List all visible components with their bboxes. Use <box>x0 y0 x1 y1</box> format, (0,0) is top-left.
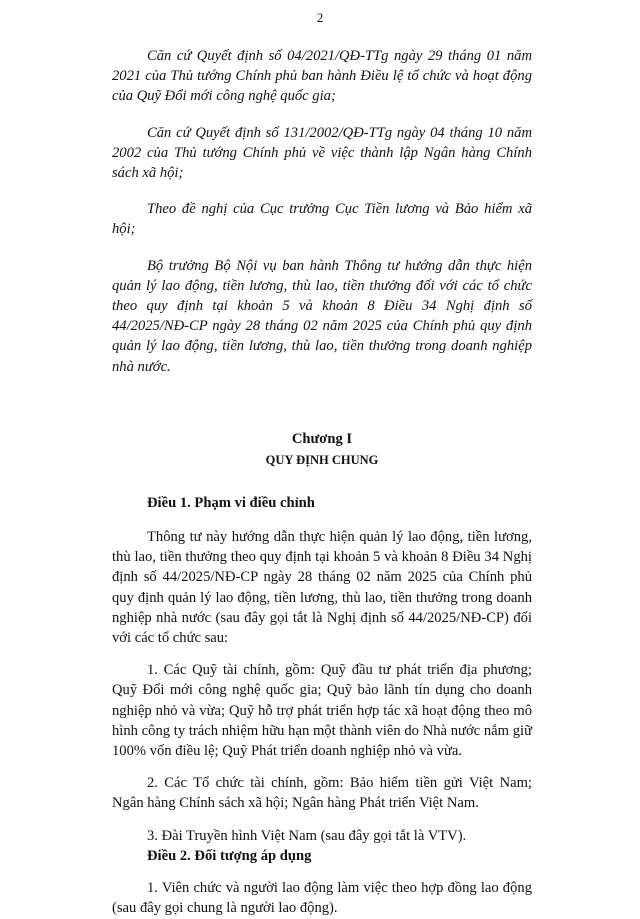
article-1-intro: Thông tư này hướng dẫn thực hiện quản lý lao động, tiền lương, thù lao, tiền thưởng theo quy định tại khoản 5 và khoản 8 Điều 34 Nghị định số 44/2025/NĐ-CP ngày 28 tháng 02 năm 2025 của Chính phủ quy định quản lý lao động, tiền lương, thù lao, tiền thưởng trong doanh nghiệp nhà nước (sau đây gọi tắt là Nghị định số 44/2025/NĐ-CP) đối với các tổ chức sau: <box>112 529 532 647</box>
page-number: 2 <box>316 10 324 25</box>
article-1-heading: Điều 1. Phạm vi điều chỉnh <box>147 494 315 511</box>
chapter-title: Chương I <box>291 430 353 447</box>
article-1-item-2: 2. Các Tổ chức tài chính, gồm: Bảo hiểm tiền gửi Việt Nam; Ngân hàng Chính sách xã hội; Ngân hàng Phát triển Việt Nam. <box>112 775 532 812</box>
document-body <box>112 46 532 919</box>
preamble-proposal: Theo đề nghị của Cục trưởng Cục Tiền lương và Bảo hiểm xã hội; <box>112 201 532 238</box>
preamble-issuance: Bộ trưởng Bộ Nội vụ ban hành Thông tư hướng dẫn thực hiện quản lý lao động, tiền lương, thù lao, tiền thưởng đối với các tổ chức theo quy định tại khoản 5 và khoản 8 Điều 34 Nghị định số 44/2025/NĐ-CP ngày 28 tháng 02 năm 2025 của Chính phủ quy định quản lý lao động, tiền lương, thù lao, tiền thưởng trong doanh nghiệp nhà nước. <box>112 257 532 375</box>
preamble-basis-decision-131: Căn cứ Quyết định số 131/2002/QĐ-TTg ngày 04 tháng 10 năm 2002 của Thủ tướng Chính phủ về việc thành lập Ngân hàng Chính sách xã hội; <box>112 124 532 182</box>
article-1-item-1: 1. Các Quỹ tài chính, gồm: Quỹ đầu tư phát triển địa phương; Quỹ Đổi mới công nghệ quốc gia; Quỹ bảo lãnh tín dụng cho doanh nghiệp nhỏ và vừa; Quỹ hỗ trợ phát triển hợp tác xã hoạt động theo mô hình công ty trách nhiệm hữu hạn một thành viên do Nhà nước nắm giữ 100% vốn điều lệ; Quỹ Phát triển doanh nghiệp nhỏ và vừa. <box>112 662 532 760</box>
preamble-basis-decision-04: Căn cứ Quyết định số 04/2021/QĐ-TTg ngày 29 tháng 01 năm 2021 của Thủ tướng Chính phủ ban hành Điều lệ tổ chức và hoạt động của Quỹ Đổi mới công nghệ quốc gia; <box>112 48 532 105</box>
article-2-heading: Điều 2. Đối tượng áp dụng <box>147 847 312 864</box>
chapter-subtitle: QUY ĐỊNH CHUNG <box>265 452 379 467</box>
article-1-item-3: 3. Đài Truyền hình Việt Nam (sau đây gọi tắt là VTV). <box>147 827 467 844</box>
article-2-item-1: 1. Viên chức và người lao động làm việc theo hợp đồng lao động (sau đây gọi chung là người lao động). <box>112 880 532 917</box>
